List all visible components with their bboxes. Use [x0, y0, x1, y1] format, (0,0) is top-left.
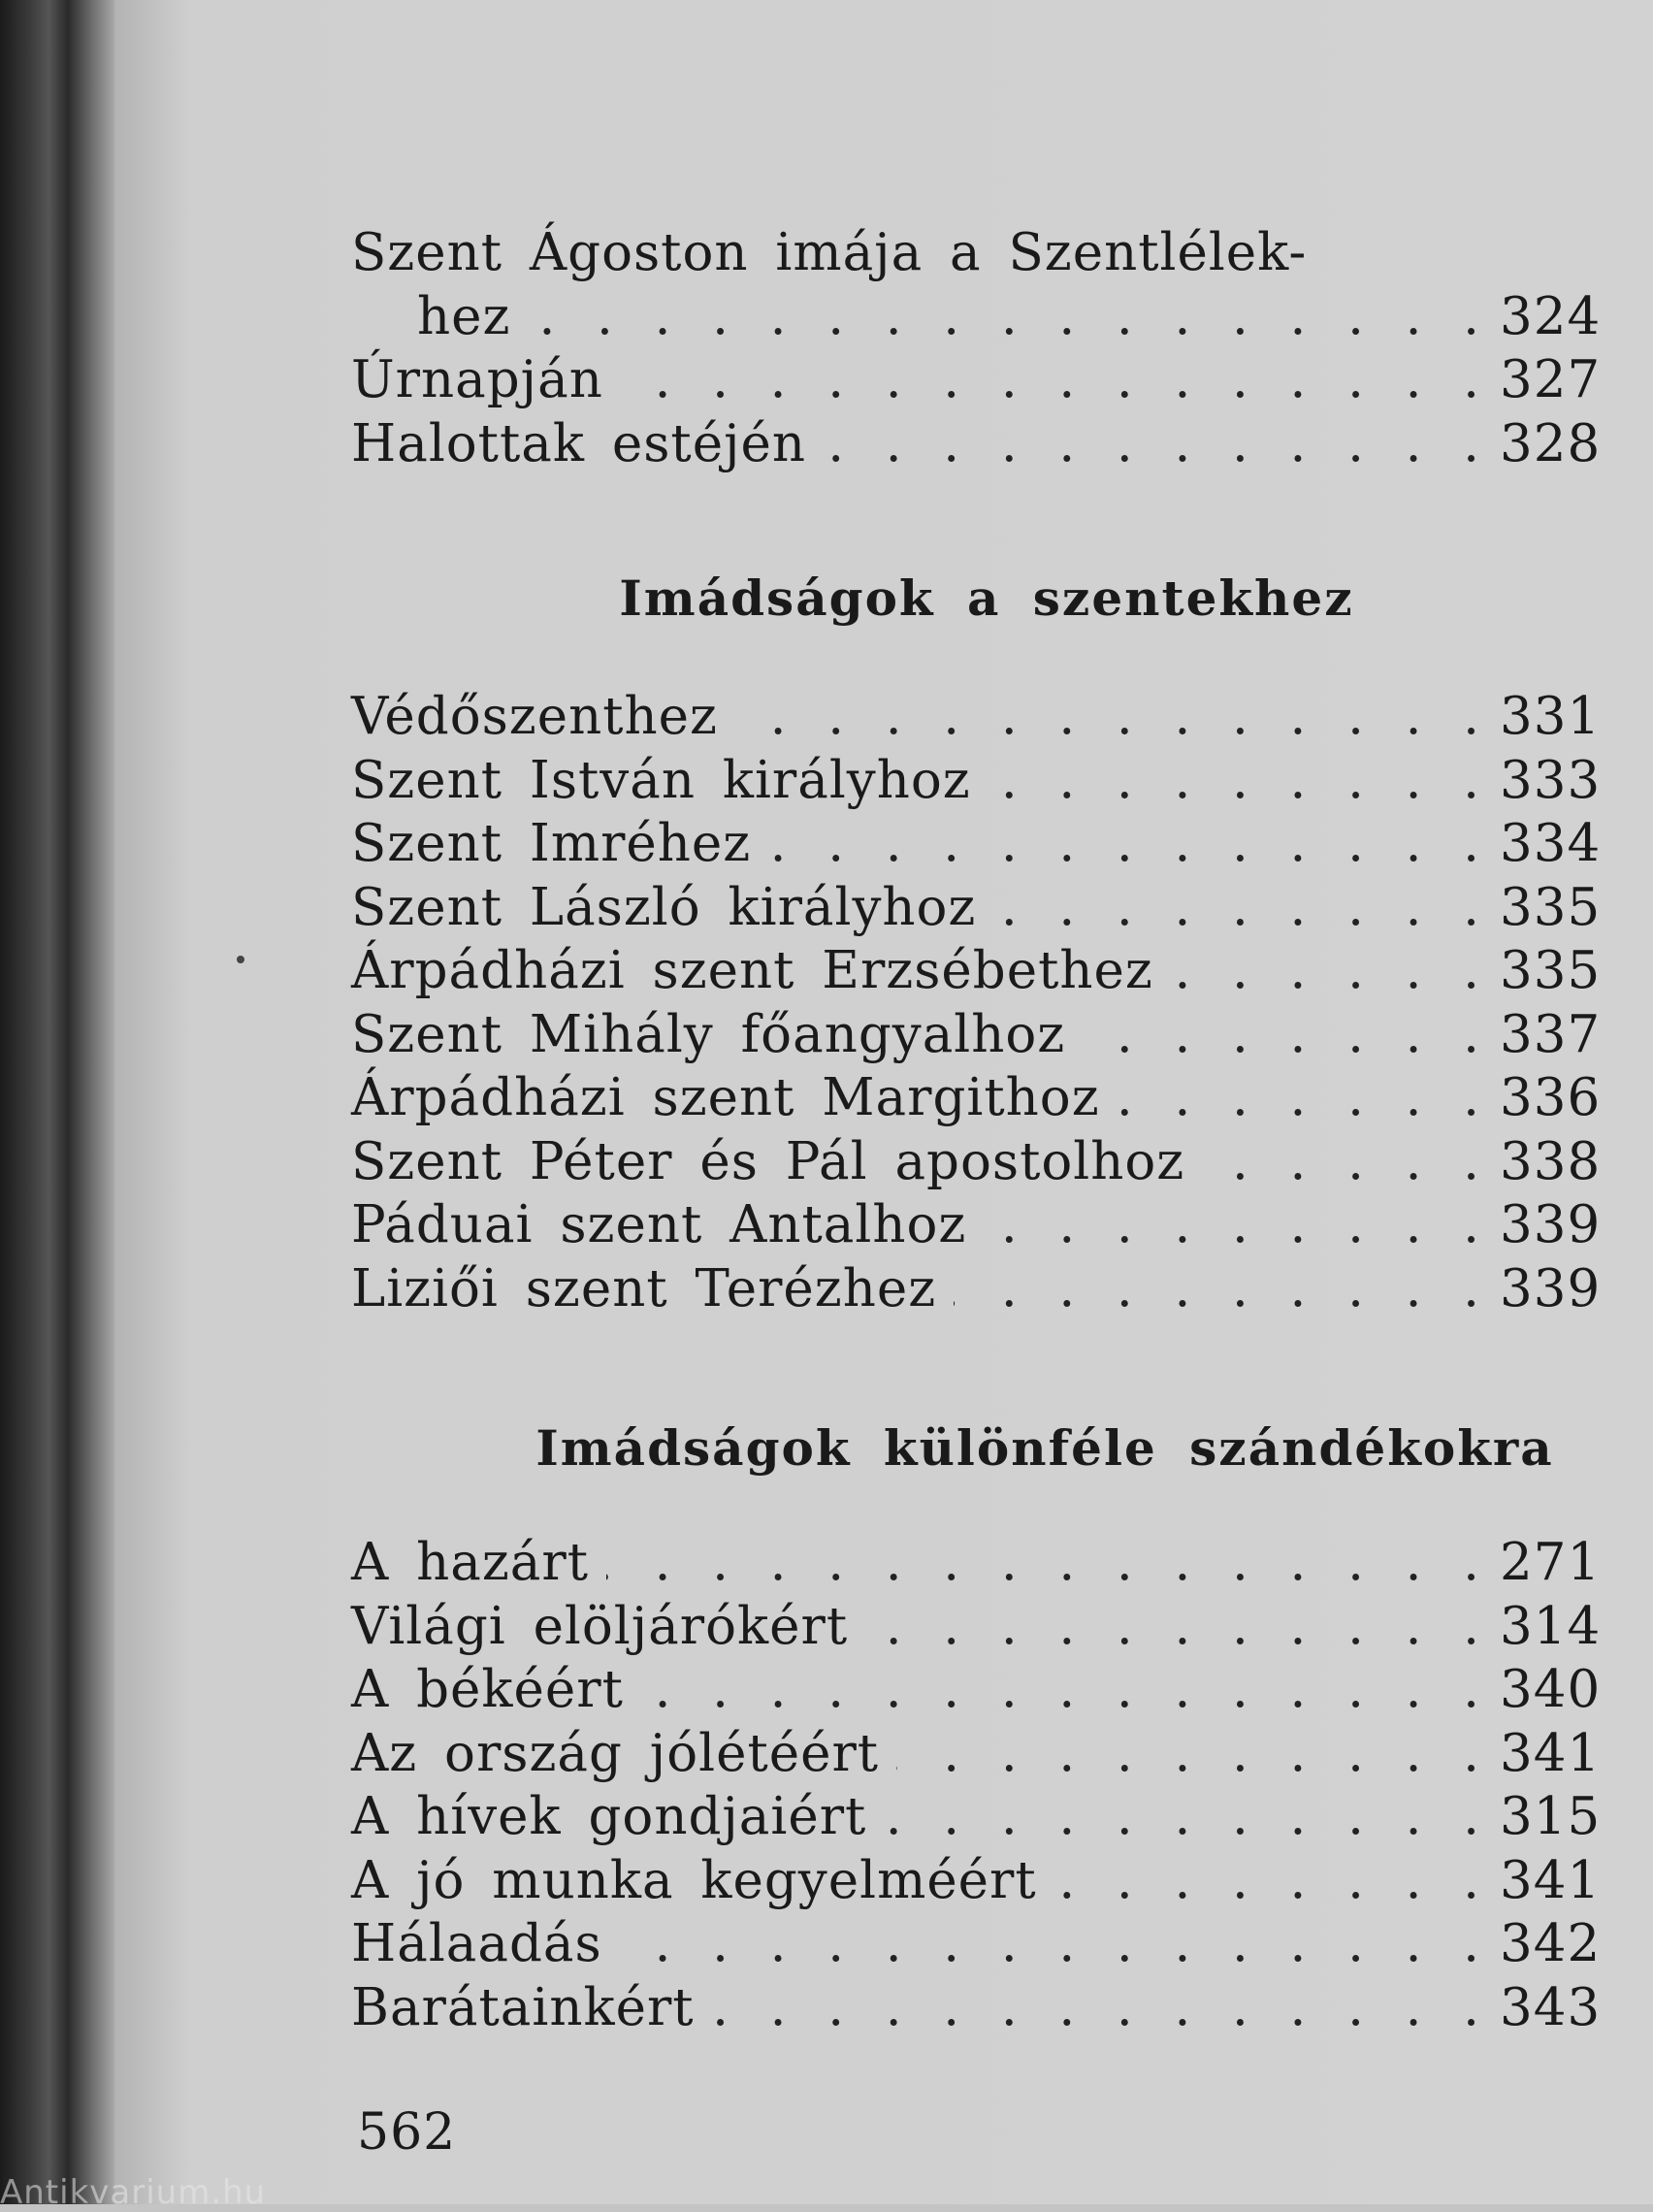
toc-entry-title: A jó munka kegyelméért — [351, 1850, 1037, 1910]
toc-entry — [351, 1723, 1602, 1788]
dot-leader — [1171, 941, 1482, 1000]
toc-entry-page: 339 — [1500, 1195, 1602, 1254]
toc-entry — [351, 1195, 1602, 1259]
toc-entry-page: 339 — [1500, 1258, 1602, 1318]
toc-entry — [351, 1660, 1602, 1724]
toc-entry-page: 342 — [1500, 1914, 1602, 1973]
toc-entry-title: Páduai szent Antalhoz — [351, 1195, 967, 1254]
toc-entry-page: 337 — [1500, 1004, 1602, 1064]
section-heading-saints: Imádságok a szentekhez — [619, 569, 1354, 627]
toc-entry-title: Úrnapján — [351, 350, 603, 409]
toc-entry — [351, 877, 1602, 942]
dot-leader — [993, 878, 1482, 937]
toc-entry — [351, 1596, 1602, 1661]
dot-leader — [884, 1787, 1482, 1846]
book-spine-gutter — [0, 0, 114, 2204]
dot-leader — [621, 350, 1482, 409]
toc-entry — [351, 1004, 1602, 1069]
toc-entry-page: 314 — [1500, 1596, 1602, 1656]
dot-leader — [1083, 1005, 1482, 1064]
toc-section-continued — [351, 223, 1602, 477]
dot-leader — [606, 1533, 1482, 1592]
toc-entry-page: 340 — [1500, 1660, 1602, 1719]
toc-entry-page: 335 — [1500, 877, 1602, 937]
dot-leader — [1202, 1132, 1482, 1191]
toc-entry — [351, 1533, 1602, 1597]
toc-entry — [351, 413, 1602, 478]
toc-entry-page: 341 — [1500, 1850, 1602, 1910]
toc-entry-title: Szent Imréhez — [351, 814, 752, 873]
toc-entry-title: Szent Péter és Pál apostolhoz — [351, 1131, 1185, 1191]
toc-section-saints — [351, 687, 1602, 1322]
dot-leader — [528, 287, 1482, 346]
dot-leader — [824, 414, 1482, 473]
toc-entry — [351, 350, 1602, 414]
dot-leader — [641, 1660, 1482, 1719]
toc-entry-page: 271 — [1500, 1533, 1602, 1592]
toc-entry-title: Világi elöljárókért — [351, 1596, 849, 1656]
toc-entry-page: 333 — [1500, 750, 1602, 810]
toc-entry-page: 336 — [1500, 1068, 1602, 1127]
section-heading-intentions: Imádságok különféle szándékokra — [535, 1419, 1554, 1477]
ink-speck — [237, 956, 244, 963]
toc-entry-title: Szent Ágoston imája a Szentlélek- — [351, 223, 1308, 282]
toc-entry-page: 331 — [1500, 687, 1602, 746]
toc-entry-page: 328 — [1500, 413, 1602, 473]
toc-entry-title: Halottak estéjén — [351, 413, 806, 473]
toc-entry-page: 324 — [1500, 286, 1602, 346]
page-number: 562 — [357, 2103, 457, 2162]
toc-entry — [351, 1914, 1602, 1978]
toc-entry — [351, 223, 1593, 287]
toc-entry — [351, 941, 1602, 1005]
toc-entry-title: A hívek gondjaiért — [351, 1787, 867, 1846]
toc-entry-title: Az ország jólétéért — [351, 1723, 880, 1783]
toc-entry — [351, 286, 1602, 351]
toc-entry-title: Barátainkért — [351, 1977, 695, 2037]
toc-entry-page: 341 — [1500, 1723, 1602, 1783]
toc-entry — [351, 687, 1602, 751]
toc-entry — [351, 1850, 1602, 1915]
dot-leader — [865, 1597, 1482, 1656]
dot-leader — [989, 751, 1482, 810]
table-of-contents — [351, 223, 1602, 2041]
toc-entry — [351, 1977, 1602, 2042]
toc-entry — [351, 814, 1602, 878]
watermark: Antikvarium.hu — [0, 2173, 267, 2212]
toc-entry-title: Szent Mihály főangyalhoz — [351, 1004, 1066, 1064]
toc-entry — [351, 750, 1602, 815]
dot-leader — [984, 1195, 1482, 1254]
toc-entry-title: A hazárt — [351, 1533, 590, 1592]
dot-leader — [768, 814, 1482, 873]
dot-leader — [1054, 1851, 1482, 1910]
dot-leader — [735, 687, 1482, 746]
toc-entry-page: 335 — [1500, 941, 1602, 1000]
dot-leader — [896, 1724, 1482, 1783]
toc-entry — [351, 1068, 1602, 1132]
toc-entry — [351, 1258, 1602, 1323]
dot-leader — [620, 1914, 1482, 1973]
dot-leader — [712, 1978, 1482, 2037]
toc-entry-page: 315 — [1500, 1787, 1602, 1846]
dot-leader — [954, 1259, 1482, 1318]
toc-entry-page: 334 — [1500, 814, 1602, 873]
toc-section-intentions — [351, 1533, 1602, 2041]
toc-entry-title: Szent László királyhoz — [351, 877, 977, 937]
toc-entry-title: Árpádházi szent Erzsébethez — [351, 941, 1153, 1000]
dot-leader — [1118, 1068, 1482, 1127]
toc-entry-title: Szent István királyhoz — [351, 750, 971, 810]
toc-entry-page: 327 — [1500, 350, 1602, 409]
toc-entry-page: 343 — [1500, 1977, 1602, 2037]
toc-entry-page: 338 — [1500, 1131, 1602, 1191]
toc-entry — [351, 1131, 1602, 1196]
toc-entry-title: Árpádházi szent Margithoz — [351, 1068, 1100, 1127]
toc-entry-title: A békéért — [351, 1660, 624, 1719]
toc-entry — [351, 1787, 1602, 1851]
toc-entry-title: Védőszenthez — [351, 687, 718, 746]
toc-entry-title: Liziői szent Terézhez — [351, 1258, 937, 1318]
toc-entry-title: hez — [417, 286, 511, 346]
toc-entry-title: Hálaadás — [351, 1914, 602, 1973]
